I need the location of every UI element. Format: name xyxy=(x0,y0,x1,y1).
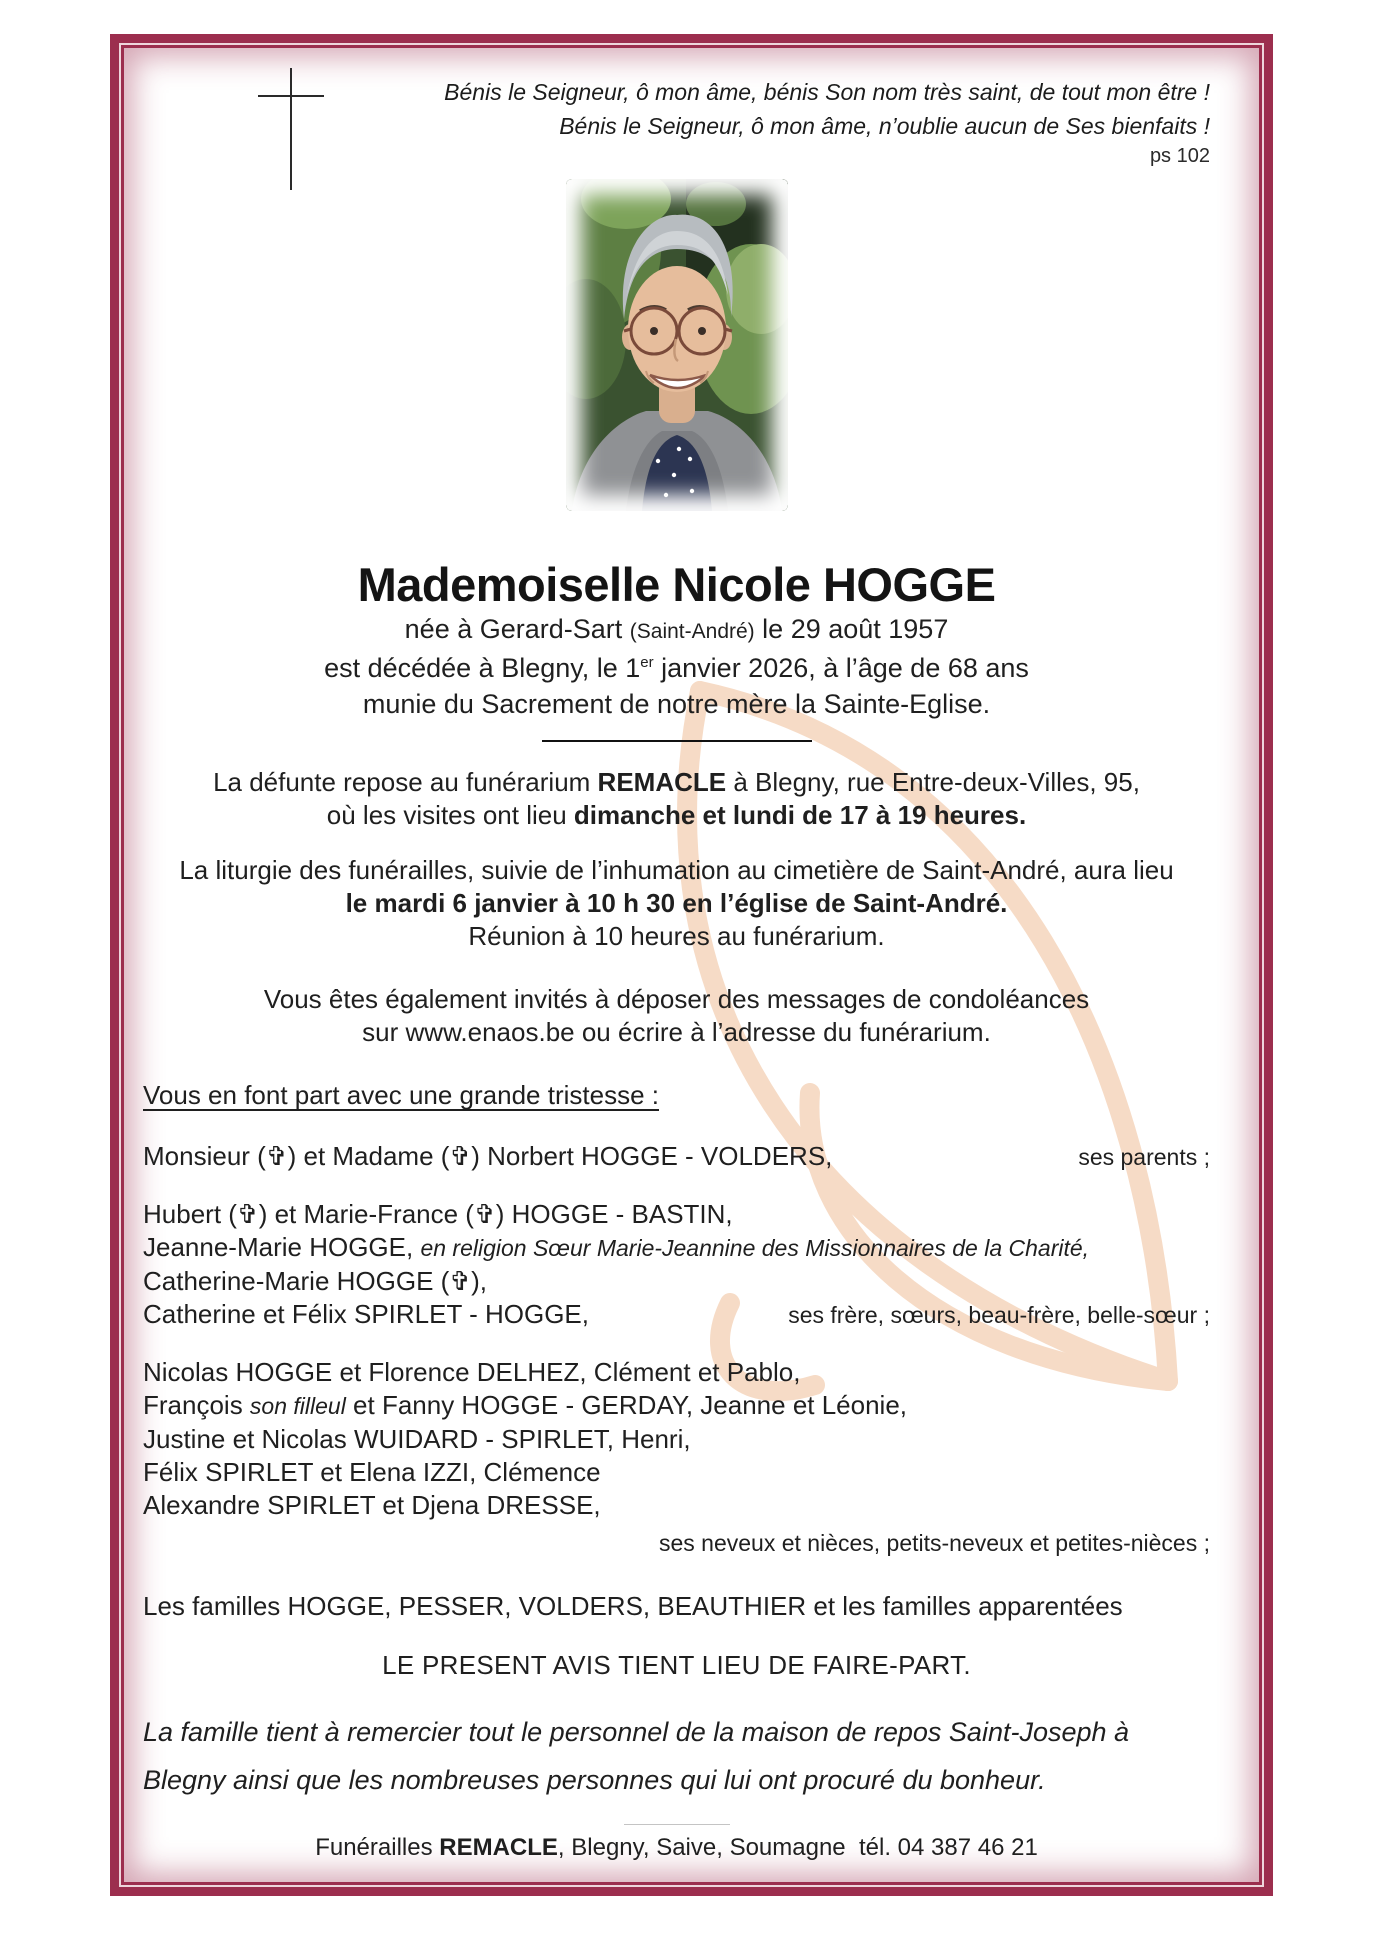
nephew-name-text: et Fanny HOGGE - GERDAY, Jeanne et Léonie, xyxy=(345,1390,908,1420)
condolences-line1: Vous êtes également invités à déposer des messages de condoléances xyxy=(263,984,1090,1014)
death-line xyxy=(143,650,1210,686)
thanks-line1: La famille tient à remercier tout le personnel de la maison de repos Saint-Joseph à xyxy=(143,1717,1130,1747)
sibling-line xyxy=(143,1198,1210,1231)
sibling-names: Hubert (✞) et Marie-France (✞) HOGGE - BASTIN, xyxy=(143,1199,733,1229)
portrait-illustration xyxy=(566,179,788,511)
repose-address: à Blegny, rue Entre-deux-Villes, 95, xyxy=(726,767,1140,797)
deceased-name: Mademoiselle Nicole HOGGE xyxy=(357,558,996,611)
nephew-line xyxy=(143,1489,1210,1522)
cross-icon xyxy=(256,66,326,192)
sibling-name-text: Jeanne-Marie HOGGE, xyxy=(143,1232,421,1262)
repose-line xyxy=(143,766,1210,799)
sibling-names: Catherine-Marie HOGGE (✞), xyxy=(143,1266,487,1296)
death-date: janvier 2026, à l’âge de 68 ans xyxy=(653,653,1029,683)
parents-role-label: ses parents ; xyxy=(1078,1144,1210,1170)
birth-parish: (Saint-André) xyxy=(629,620,755,643)
ordinal-superscript: er xyxy=(640,654,654,671)
nephew-line xyxy=(143,1356,1210,1389)
ornamental-border-inner-line xyxy=(119,43,1264,1887)
death-line-text: est décédée à Blegny, le 1 xyxy=(324,653,641,683)
nephew-names: Nicolas HOGGE et Florence DELHEZ, Clément et Pablo, xyxy=(143,1357,801,1387)
nephew-names: Justine et Nicolas WUIDARD - SPIRLET, Henri, xyxy=(143,1424,691,1454)
portrait-photo xyxy=(566,179,788,511)
psalm-quote-line1: Bénis le Seigneur, ô mon âme, bénis Son nom très saint, de tout mon être ! xyxy=(444,79,1210,105)
footer-label: Funérailles xyxy=(315,1834,440,1861)
birth-date: le 29 août 1957 xyxy=(754,614,949,644)
liturgy-paragraph xyxy=(143,854,1210,953)
religious-name-note: en religion Sœur Marie-Jeannine des Missionnaires de la Charité, xyxy=(420,1235,1090,1261)
visits-line xyxy=(143,799,1210,832)
godson-note: son filleul xyxy=(249,1393,346,1419)
nephew-names: Félix SPIRLET et Elena IZZI, Clémence xyxy=(143,1457,601,1487)
nephews-role-label: ses neveux et nièces, petits-neveux et petites-nièces ; xyxy=(658,1530,1210,1556)
nephew-names xyxy=(143,1389,907,1423)
footer-text xyxy=(143,1833,1210,1863)
meeting-line: Réunion à 10 heures au funérarium. xyxy=(468,921,885,951)
nephew-line xyxy=(143,1389,1210,1423)
repose-paragraph xyxy=(143,766,1210,832)
nephew-line xyxy=(143,1456,1210,1489)
liturgy-line: La liturgie des funérailles, suivie de l’inhumation au cimetière de Saint-André, aura lieu xyxy=(179,855,1174,885)
liturgy-datetime: le mardi 6 janvier à 10 h 30 en l’église de Saint-André. xyxy=(345,888,1008,918)
sibling-line xyxy=(143,1265,1210,1298)
psalm-reference: ps 102 xyxy=(1149,145,1210,167)
condolences-paragraph xyxy=(143,983,1210,1049)
ornamental-border-frame xyxy=(110,34,1273,1896)
sibling-line xyxy=(143,1298,1210,1332)
related-families-line: Les familles HOGGE, PESSER, VOLDERS, BEAUTHIER et les familles apparentées xyxy=(143,1591,1123,1621)
birth-line xyxy=(143,611,1210,650)
footer-funeral-home: REMACLE xyxy=(439,1834,558,1861)
condolences-line2: sur www.enaos.be ou écrire à l’adresse du funérarium. xyxy=(362,1017,991,1047)
thanks-paragraph xyxy=(143,1708,1210,1804)
announcement-heading: Vous en font part avec une grande tristesse : xyxy=(143,1080,659,1110)
sibling-line xyxy=(143,1231,1210,1265)
faire-part-notice: LE PRESENT AVIS TIENT LIEU DE FAIRE-PART. xyxy=(382,1650,971,1680)
sibling-names: Catherine et Félix SPIRLET - HOGGE, xyxy=(143,1299,589,1329)
siblings-role-label: ses frère, sœurs, beau-frère, belle-sœur ; xyxy=(788,1302,1210,1328)
repose-text: La défunte repose au funérarium xyxy=(213,767,598,797)
thanks-line2: Blegny ainsi que les nombreuses personnes qui lui ont procuré du bonheur. xyxy=(143,1765,1046,1795)
parents-line xyxy=(143,1140,1210,1174)
visits-schedule: dimanche et lundi de 17 à 19 heures. xyxy=(573,800,1027,830)
card-content xyxy=(124,48,1259,1882)
separator-rule xyxy=(542,740,812,742)
sacrament-line: munie du Sacrement de notre mère la Sainte-Eglise. xyxy=(362,689,991,719)
visits-text: où les visites ont lieu xyxy=(326,800,574,830)
nephew-line xyxy=(143,1423,1210,1456)
card-inner-area xyxy=(121,45,1262,1885)
footer xyxy=(143,1824,1210,1863)
nephew-names: Alexandre SPIRLET et Djena DRESSE, xyxy=(143,1490,601,1520)
funeral-home-name: REMACLE xyxy=(597,767,727,797)
birth-line-text: née à Gerard-Sart xyxy=(404,614,630,644)
nephew-name-text: François xyxy=(143,1390,250,1420)
parents-names: Monsieur (✞) et Madame (✞) Norbert HOGGE - VOLDERS, xyxy=(143,1141,833,1171)
footer-locations-phone: , Blegny, Saive, Soumagne tél. 04 387 46 21 xyxy=(557,1834,1038,1861)
sibling-names xyxy=(143,1231,1089,1265)
footer-rule xyxy=(624,1824,730,1825)
psalm-quote-line2: Bénis le Seigneur, ô mon âme, n’oublie aucun de Ses bienfaits ! xyxy=(559,113,1210,139)
